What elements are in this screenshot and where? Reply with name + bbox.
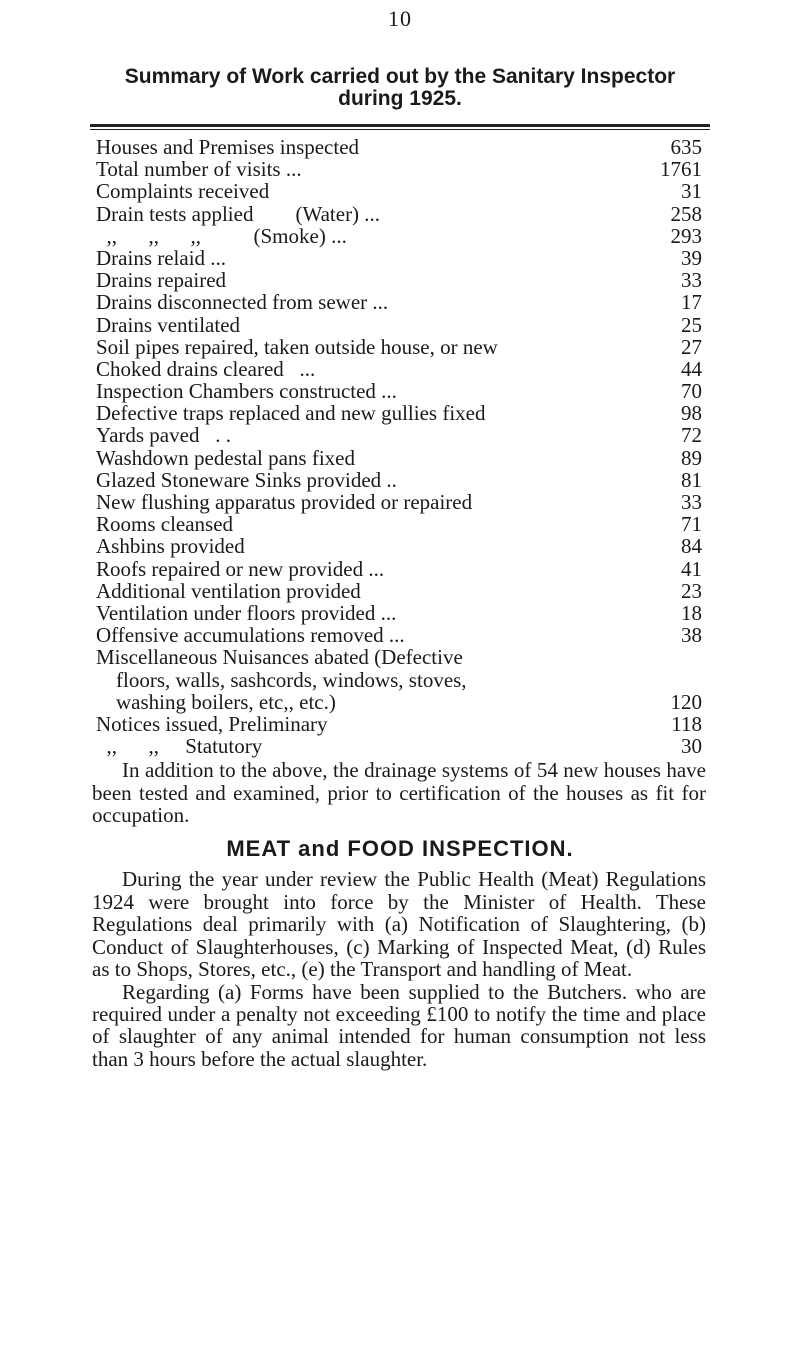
- table-row-label: Ashbins provided: [96, 534, 245, 559]
- misc-nuisances-entry: [96, 646, 702, 713]
- table-row-label: Yards paved . .: [96, 423, 231, 448]
- misc-line-3: washing boilers, etc,, etc.): [116, 689, 336, 714]
- table-row: [96, 291, 702, 313]
- heading-line-2: during 1925.: [338, 87, 462, 110]
- table-row-label: Inspection Chambers constructed ...: [96, 379, 397, 404]
- table-row-label: ,, ,, ,, (Smoke) ...: [96, 223, 347, 248]
- drainage-paragraph: In addition to the above, the drainage systems of 54 new houses have been tested and examined, prior to certification of the houses as fit for occupation.: [92, 758, 706, 828]
- table-row: [96, 558, 702, 580]
- table-row: [96, 247, 702, 269]
- table-row: [96, 314, 702, 336]
- table-row-value: 17: [681, 290, 702, 315]
- notice-row-label: ,, ,, Statutory: [96, 734, 263, 759]
- forms-paragraph: Regarding (a) Forms have been supplied to the Butchers. who are required under a penalty not exceeding £100 to notify the time and place of slaughter of any animal intended for human consumption not less than 3 hours before the actual slaughter.: [92, 979, 706, 1071]
- table-row-value: 41: [681, 556, 702, 581]
- table-row-label: Drains ventilated: [96, 312, 241, 337]
- table-row-label: Total number of visits ...: [96, 157, 302, 182]
- table-row-label: Drain tests applied (Water) ...: [96, 201, 381, 226]
- table-row-value: 39: [681, 245, 702, 270]
- table-row-value: 33: [681, 490, 702, 514]
- table-row: [96, 602, 702, 624]
- table-row: [96, 535, 702, 557]
- table-row-label: Complaints received: [96, 179, 270, 204]
- table-row: [96, 203, 702, 225]
- table-row: [96, 180, 702, 202]
- table-row: [96, 624, 702, 646]
- table-row: [96, 491, 702, 513]
- table-row-label: Houses and Premises inspected: [96, 135, 360, 159]
- table-row-label: Glazed Stoneware Sinks provided ..: [96, 467, 397, 492]
- notice-row-value: 30: [681, 734, 702, 759]
- table-row: [96, 469, 702, 491]
- table-row-value: 72: [681, 423, 702, 448]
- table-row-value: 18: [681, 600, 702, 625]
- regulations-paragraph: During the year under review the Public Health (Meat) Regulations 1924 were brought into force by the Minister of Health. These Regulations deal primarily with (a) Notification of Slaughtering, (b) Conduct of Slaughterhouses, (c) Marking of Inspected Meat, (d) Rules as to Shops, Stores, etc., (e) the Transport and handling of Meat.: [92, 867, 706, 982]
- heading-rule-thick: [90, 124, 710, 127]
- table-row-value: 70: [681, 379, 702, 404]
- summary-table: [96, 136, 702, 757]
- table-row: [96, 158, 702, 180]
- notice-row: [96, 713, 702, 735]
- table-row-value: 84: [681, 534, 702, 559]
- table-row-label: Ventilation under floors provided ...: [96, 600, 397, 625]
- table-row-label: New flushing apparatus provided or repaired: [96, 490, 473, 514]
- misc-line-2: floors, walls, sashcords, windows, stoves,: [116, 667, 467, 692]
- table-row: [96, 424, 702, 446]
- table-row-label: Rooms cleansed: [96, 512, 234, 537]
- table-row-value: 98: [681, 401, 702, 426]
- table-row-value: 293: [670, 223, 702, 248]
- page-number: 10: [388, 6, 412, 31]
- table-row: [96, 402, 702, 424]
- table-row-label: Roofs repaired or new provided ...: [96, 556, 385, 581]
- table-row-value: 25: [681, 312, 702, 337]
- table-row-value: 44: [681, 356, 702, 381]
- page-heading: [0, 66, 800, 110]
- table-row-label: Offensive accumulations removed ...: [96, 623, 405, 648]
- section-title: MEAT and FOOD INSPECTION.: [226, 836, 574, 862]
- table-row-label: Soil pipes repaired, taken outside house, or new: [96, 334, 498, 359]
- table-row: [96, 225, 702, 247]
- notice-row-value: 118: [671, 711, 702, 736]
- table-row-value: 27: [681, 334, 702, 359]
- table-row: [96, 380, 702, 402]
- table-row-value: 89: [681, 445, 702, 470]
- table-row-label: Additional ventilation provided: [96, 578, 361, 603]
- heading-rule-thin: [90, 129, 710, 130]
- table-row: [96, 447, 702, 469]
- table-row-value: 23: [681, 578, 702, 603]
- notice-row-label: Notices issued, Preliminary: [96, 711, 328, 736]
- table-row-value: 635: [670, 135, 702, 159]
- table-row-value: 71: [681, 512, 702, 537]
- table-row-value: 33: [681, 268, 702, 293]
- table-row: [96, 336, 702, 358]
- table-row: [96, 580, 702, 602]
- heading-line-1: Summary of Work carried out by the Sanitary Inspector: [124, 65, 676, 88]
- table-row: [96, 358, 702, 380]
- table-row-value: 31: [681, 179, 702, 204]
- table-row-label: Drains disconnected from sewer ...: [96, 290, 389, 315]
- meat-regulations-container: [92, 868, 706, 1070]
- table-row-value: 1761: [660, 157, 702, 182]
- misc-line-1: Miscellaneous Nuisances abated (Defective: [96, 645, 463, 670]
- table-row: [96, 269, 702, 291]
- table-row-label: Choked drains cleared ...: [96, 356, 316, 381]
- table-row-value: 258: [670, 201, 702, 226]
- table-row-label: Drains relaid ...: [96, 245, 227, 270]
- table-row-value: 38: [681, 623, 702, 648]
- notice-row: [96, 735, 702, 757]
- table-row: [96, 513, 702, 535]
- table-row-label: Washdown pedestal pans fixed: [96, 445, 355, 470]
- table-row: [96, 136, 702, 158]
- table-row-label: Drains repaired: [96, 268, 227, 293]
- table-row-label: Defective traps replaced and new gullies fixed: [96, 401, 486, 426]
- table-row-value: 81: [681, 467, 702, 492]
- misc-value: 120: [670, 689, 702, 714]
